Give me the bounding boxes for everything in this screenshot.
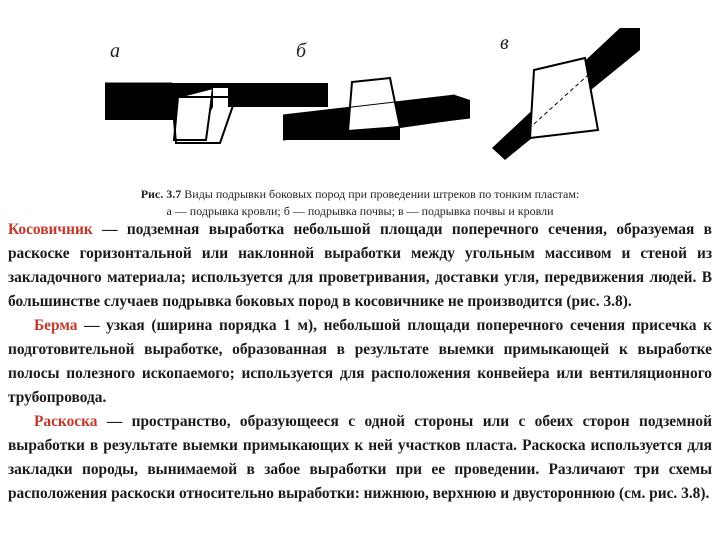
term-berma: Берма <box>34 317 78 334</box>
figure-drawings <box>0 0 720 175</box>
definition-berma: — узкая (ширина порядка 1 м), небольшой площади поперечного сечения присечка к подготовительной выработке, образованная в результате выемки примыкающей к выработке полосы полезного ископаемого; используется для расположения конвейера или вентиляционного трубопровода. <box>8 317 712 406</box>
figure-caption <box>60 186 660 220</box>
figure-label-c: в <box>500 32 509 54</box>
paragraph-raskoska <box>8 410 712 506</box>
paragraph-berma <box>8 314 712 410</box>
caption-number: Рис. 3.7 <box>140 187 182 201</box>
caption-line-2: а — подрывка кровли; б — подрывка почвы; в — подрывка почвы и кровли <box>166 204 554 218</box>
diagram-c <box>492 28 640 160</box>
caption-text-1: Виды подрывки боковых пород при проведении штреков по тонким пластам: <box>181 187 580 201</box>
figure-label-b: б <box>296 40 307 62</box>
paragraph-kosovichnik <box>8 218 712 314</box>
body-text <box>8 218 712 506</box>
figure-label-a: а <box>110 40 120 62</box>
definition-raskoska: — пространство, образующееся с одной стороны или с обеих сторон подземной выработки в результате выемки примыкающих к ней участков пласта. Раскоска используется для закладки породы, вынимаемой в забое выработки при ее проведении. Различают три схемы расположения раскоски относительно выработки: нижнюю, верхнюю и двустороннюю (см. рис. 3.8). <box>8 413 712 502</box>
definition-kosovichnik: — подземная выработка небольшой площади поперечного сечения, образуемая в раскоске горизонтальной или наклонной выработки между угольным массивом и стеной из закладочного материала; используется для проветривания, доставки угля, передвижения людей. В большинстве случаев подрывка боковых пород в косовичнике не производится (рис. 3.8). <box>8 221 712 310</box>
figure-3-7 <box>0 0 720 175</box>
caption-line-1 <box>60 186 660 203</box>
term-kosovichnik: Косовичник <box>8 221 93 238</box>
drift-a-left <box>174 88 213 140</box>
term-raskoska: Раскоска <box>34 413 98 430</box>
drift-c-outline <box>530 58 598 138</box>
